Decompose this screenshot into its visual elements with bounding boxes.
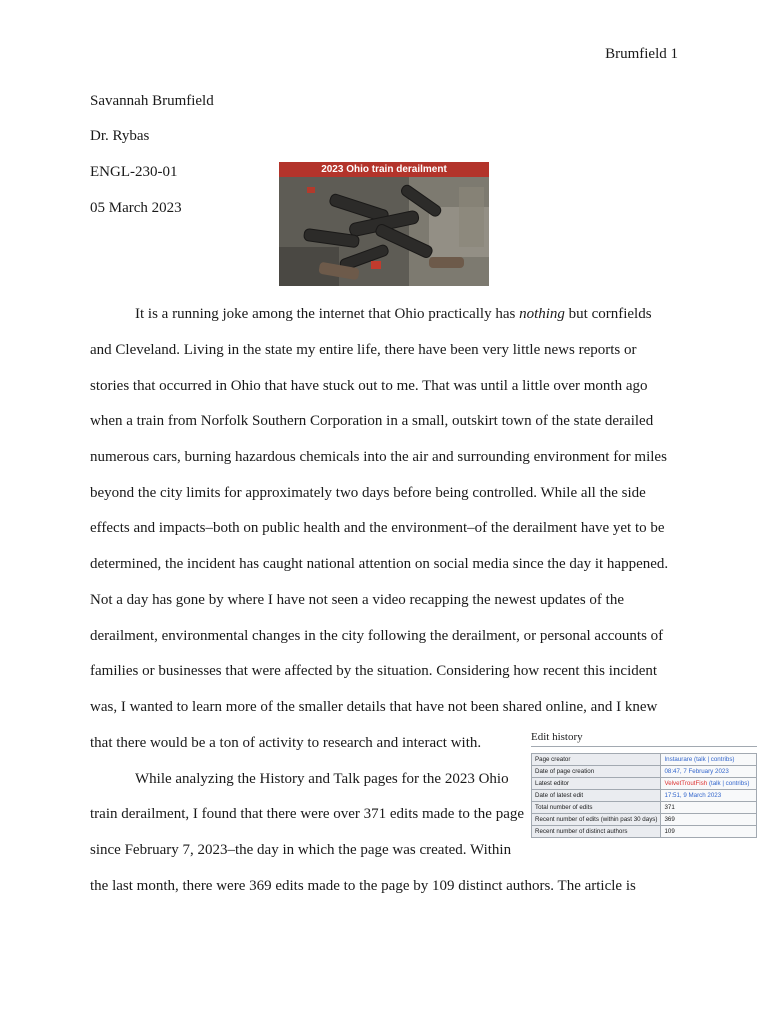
- row-label: Recent number of edits (within past 30 days): [532, 814, 661, 826]
- paragraph-2-line-4: the last month, there were 369 edits made to the page by 109 distinct authors. The article is: [90, 878, 636, 894]
- table-row: [532, 766, 757, 778]
- row-value: [661, 766, 757, 778]
- paragraph-1-line-6: beyond the city limits for approximately two days before being controlled. While all the side: [90, 485, 646, 501]
- row-value: 369: [661, 814, 757, 826]
- paragraph-2-line-1: While analyzing the History and Talk pages for the 2023 Ohio: [135, 771, 509, 787]
- photo-banner-title: 2023 Ohio train derailment: [279, 162, 489, 177]
- paragraph-1-line-12: was, I wanted to learn more of the smaller details that have not been shared online, and I knew: [90, 699, 658, 715]
- talk-contribs-link[interactable]: (talk | contribs): [708, 780, 750, 787]
- creation-date-link[interactable]: 08:47, 7 February 2023: [664, 768, 729, 775]
- row-value: [661, 778, 757, 790]
- row-value: 371: [661, 802, 757, 814]
- row-label: Date of latest edit: [532, 790, 661, 802]
- paragraph-1-line-3: stories that occurred in Ohio that have stuck out to me. That was until a little over month ago: [90, 378, 648, 394]
- edit-history-screenshot: [531, 731, 757, 838]
- edit-history-table: [531, 753, 757, 838]
- table-row: [532, 754, 757, 766]
- paragraph-1-line-7: effects and impacts–both on public health and the environment–of the derailment have yet to be: [90, 520, 665, 536]
- latest-editor-link[interactable]: VelvetTroutFish: [664, 780, 708, 787]
- table-row: [532, 778, 757, 790]
- talk-contribs-link[interactable]: (talk | contribs): [694, 756, 735, 763]
- paragraph-1-line-4: when a train from Norfolk Southern Corporation in a small, outskirt town of the state derailed: [90, 413, 654, 429]
- row-label: Total number of edits: [532, 802, 661, 814]
- row-label: Latest editor: [532, 778, 661, 790]
- paragraph-1-line-1: It is a running joke among the internet that Ohio practically has nothing but cornfields: [135, 306, 652, 322]
- paragraph-1-line-8: determined, the incident has caught national attention on social media since the day it happened.: [90, 556, 669, 572]
- row-label: Page creator: [532, 754, 661, 766]
- paragraph-1-line-13: that there would be a ton of activity to research and interact with.: [90, 735, 482, 751]
- instructor-name: Dr. Rybas: [90, 128, 150, 144]
- row-label: Date of page creation: [532, 766, 661, 778]
- row-value: [661, 790, 757, 802]
- course-code: ENGL-230-01: [90, 164, 178, 180]
- paragraph-1-line-5: numerous cars, burning hazardous chemicals into the air and surrounding environment for miles: [90, 449, 667, 465]
- table-row: [532, 802, 757, 814]
- train-derailment-photo: [279, 162, 489, 286]
- row-value: 109: [661, 826, 757, 838]
- page-number-header: Brumfield 1: [605, 46, 678, 62]
- paragraph-1-line-9: Not a day has gone by where I have not seen a video recapping the newest updates of the: [90, 592, 624, 608]
- row-label: Recent number of distinct authors: [532, 826, 661, 838]
- derailment-illustration: [279, 177, 489, 286]
- page-creator-link[interactable]: Instaurare: [664, 756, 693, 763]
- paragraph-2-line-2: train derailment, I found that there were over 371 edits made to the page: [90, 806, 525, 822]
- author-name: Savannah Brumfield: [90, 93, 214, 109]
- paragraph-1-line-10: derailment, environmental changes in the city following the derailment, or personal accounts of: [90, 628, 664, 644]
- table-row: [532, 790, 757, 802]
- paragraph-1-line-2: and Cleveland. Living in the state my entire life, there have been very little news reports or: [90, 342, 637, 358]
- row-value: [661, 754, 757, 766]
- paragraph-2-line-3: since February 7, 2023–the day in which the page was created. Within: [90, 842, 512, 858]
- essay-date: 05 March 2023: [90, 200, 182, 216]
- latest-edit-date-link[interactable]: 17:51, 9 March 2023: [664, 792, 722, 799]
- paragraph-1-line-11: families or businesses that were affected by the situation. Considering how recent this incident: [90, 663, 658, 679]
- table-row: [532, 814, 757, 826]
- table-row: [532, 826, 757, 838]
- edit-history-title: Edit history: [531, 731, 757, 747]
